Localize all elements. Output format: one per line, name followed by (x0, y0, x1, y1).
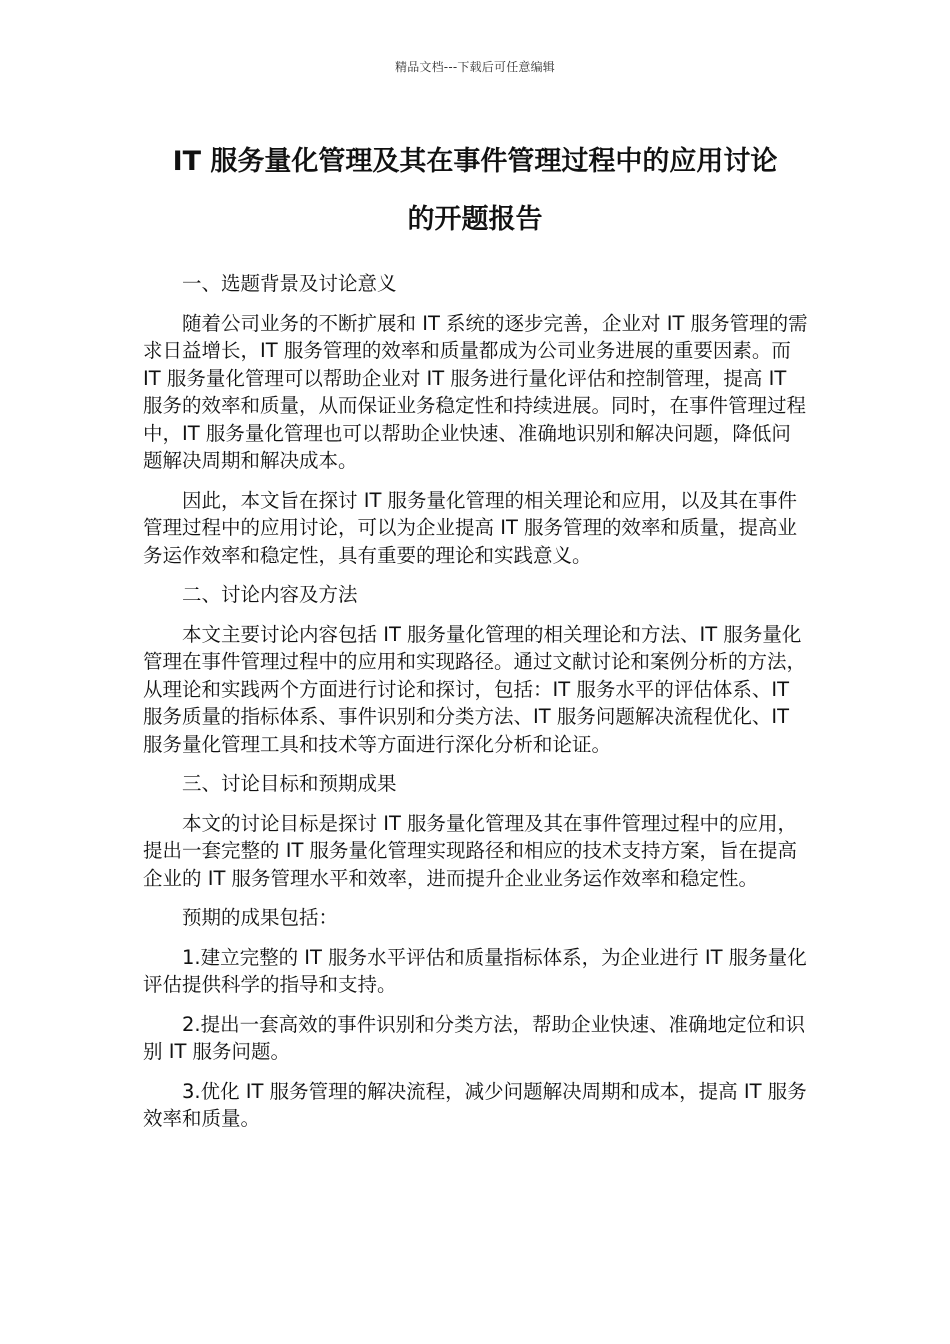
section-1-paragraph-1: 随着公司业务的不断扩展和 IT 系统的逐步完善，企业对 IT 服务管理的需求日益增长，IT 服务管理的效率和质量都成为公司业务进展的重要因素。而 IT 服务量化管理可以帮助企业对 IT 服务进行量化评估和控制管理，提高 IT 服务的效率和质量，从而保证业务稳定性和持续进展。同时，在事件管理过程中，IT 服务量化管理也可以帮助企业快速、准确地识别和解决问题，降低问题解决周期和解决成本。 (143, 311, 808, 472)
expected-result-item-1: 1.建立完整的 IT 服务水平评估和质量指标体系，为企业进行 IT 服务量化评估提供科学的指导和支持。 (143, 945, 807, 996)
expected-result-item-3: 3.优化 IT 服务管理的解决流程，减少问题解决周期和成本，提高 IT 服务效率和质量。 (143, 1079, 807, 1130)
section-2-paragraph-1: 本文主要讨论内容包括 IT 服务量化管理的相关理论和方法、IT 服务量化管理在事件管理过程中的应用和实现路径。通过文献讨论和案例分析的方法，从理论和实践两个方面进行讨论和探讨，包括：IT 服务水平的评估体系、IT 服务质量的指标体系、事件识别和分类方法、IT 服务问题解决流程优化、IT 服务量化管理工具和技术等方面进行深化分析和论证。 (143, 622, 807, 756)
section-3-heading: 三、讨论目标和预期成果 (182, 772, 397, 795)
section-1-heading: 一、选题背景及讨论意义 (182, 272, 397, 295)
section-1-paragraph-2: 因此，本文旨在探讨 IT 服务量化管理的相关理论和应用，以及其在事件管理过程中的应用讨论，可以为企业提高 IT 服务管理的效率和质量，提高业务运作效率和稳定性，具有重要的理论和实践意义。 (143, 488, 798, 567)
title-line-2: 的开题报告 (407, 204, 543, 235)
section-2-heading: 二、讨论内容及方法 (182, 583, 358, 606)
page-header: 精品文档---下载后可任意编辑 (395, 60, 555, 74)
expected-results-intro: 预期的成果包括： (182, 906, 339, 929)
title-line-1: IT 服务量化管理及其在事件管理过程中的应用讨论 (172, 146, 778, 177)
expected-result-item-2: 2.提出一套高效的事件识别和分类方法，帮助企业快速、准确地定位和识别 IT 服务问题。 (143, 1012, 806, 1063)
section-3-paragraph-1: 本文的讨论目标是探讨 IT 服务量化管理及其在事件管理过程中的应用，提出一套完整的 IT 服务量化管理实现路径和相应的技术支持方案，旨在提高企业的 IT 服务管理水平和效率，进而提升企业业务运作效率和稳定性。 (143, 811, 798, 890)
document-body (143, 270, 808, 1145)
document-title (150, 133, 800, 249)
